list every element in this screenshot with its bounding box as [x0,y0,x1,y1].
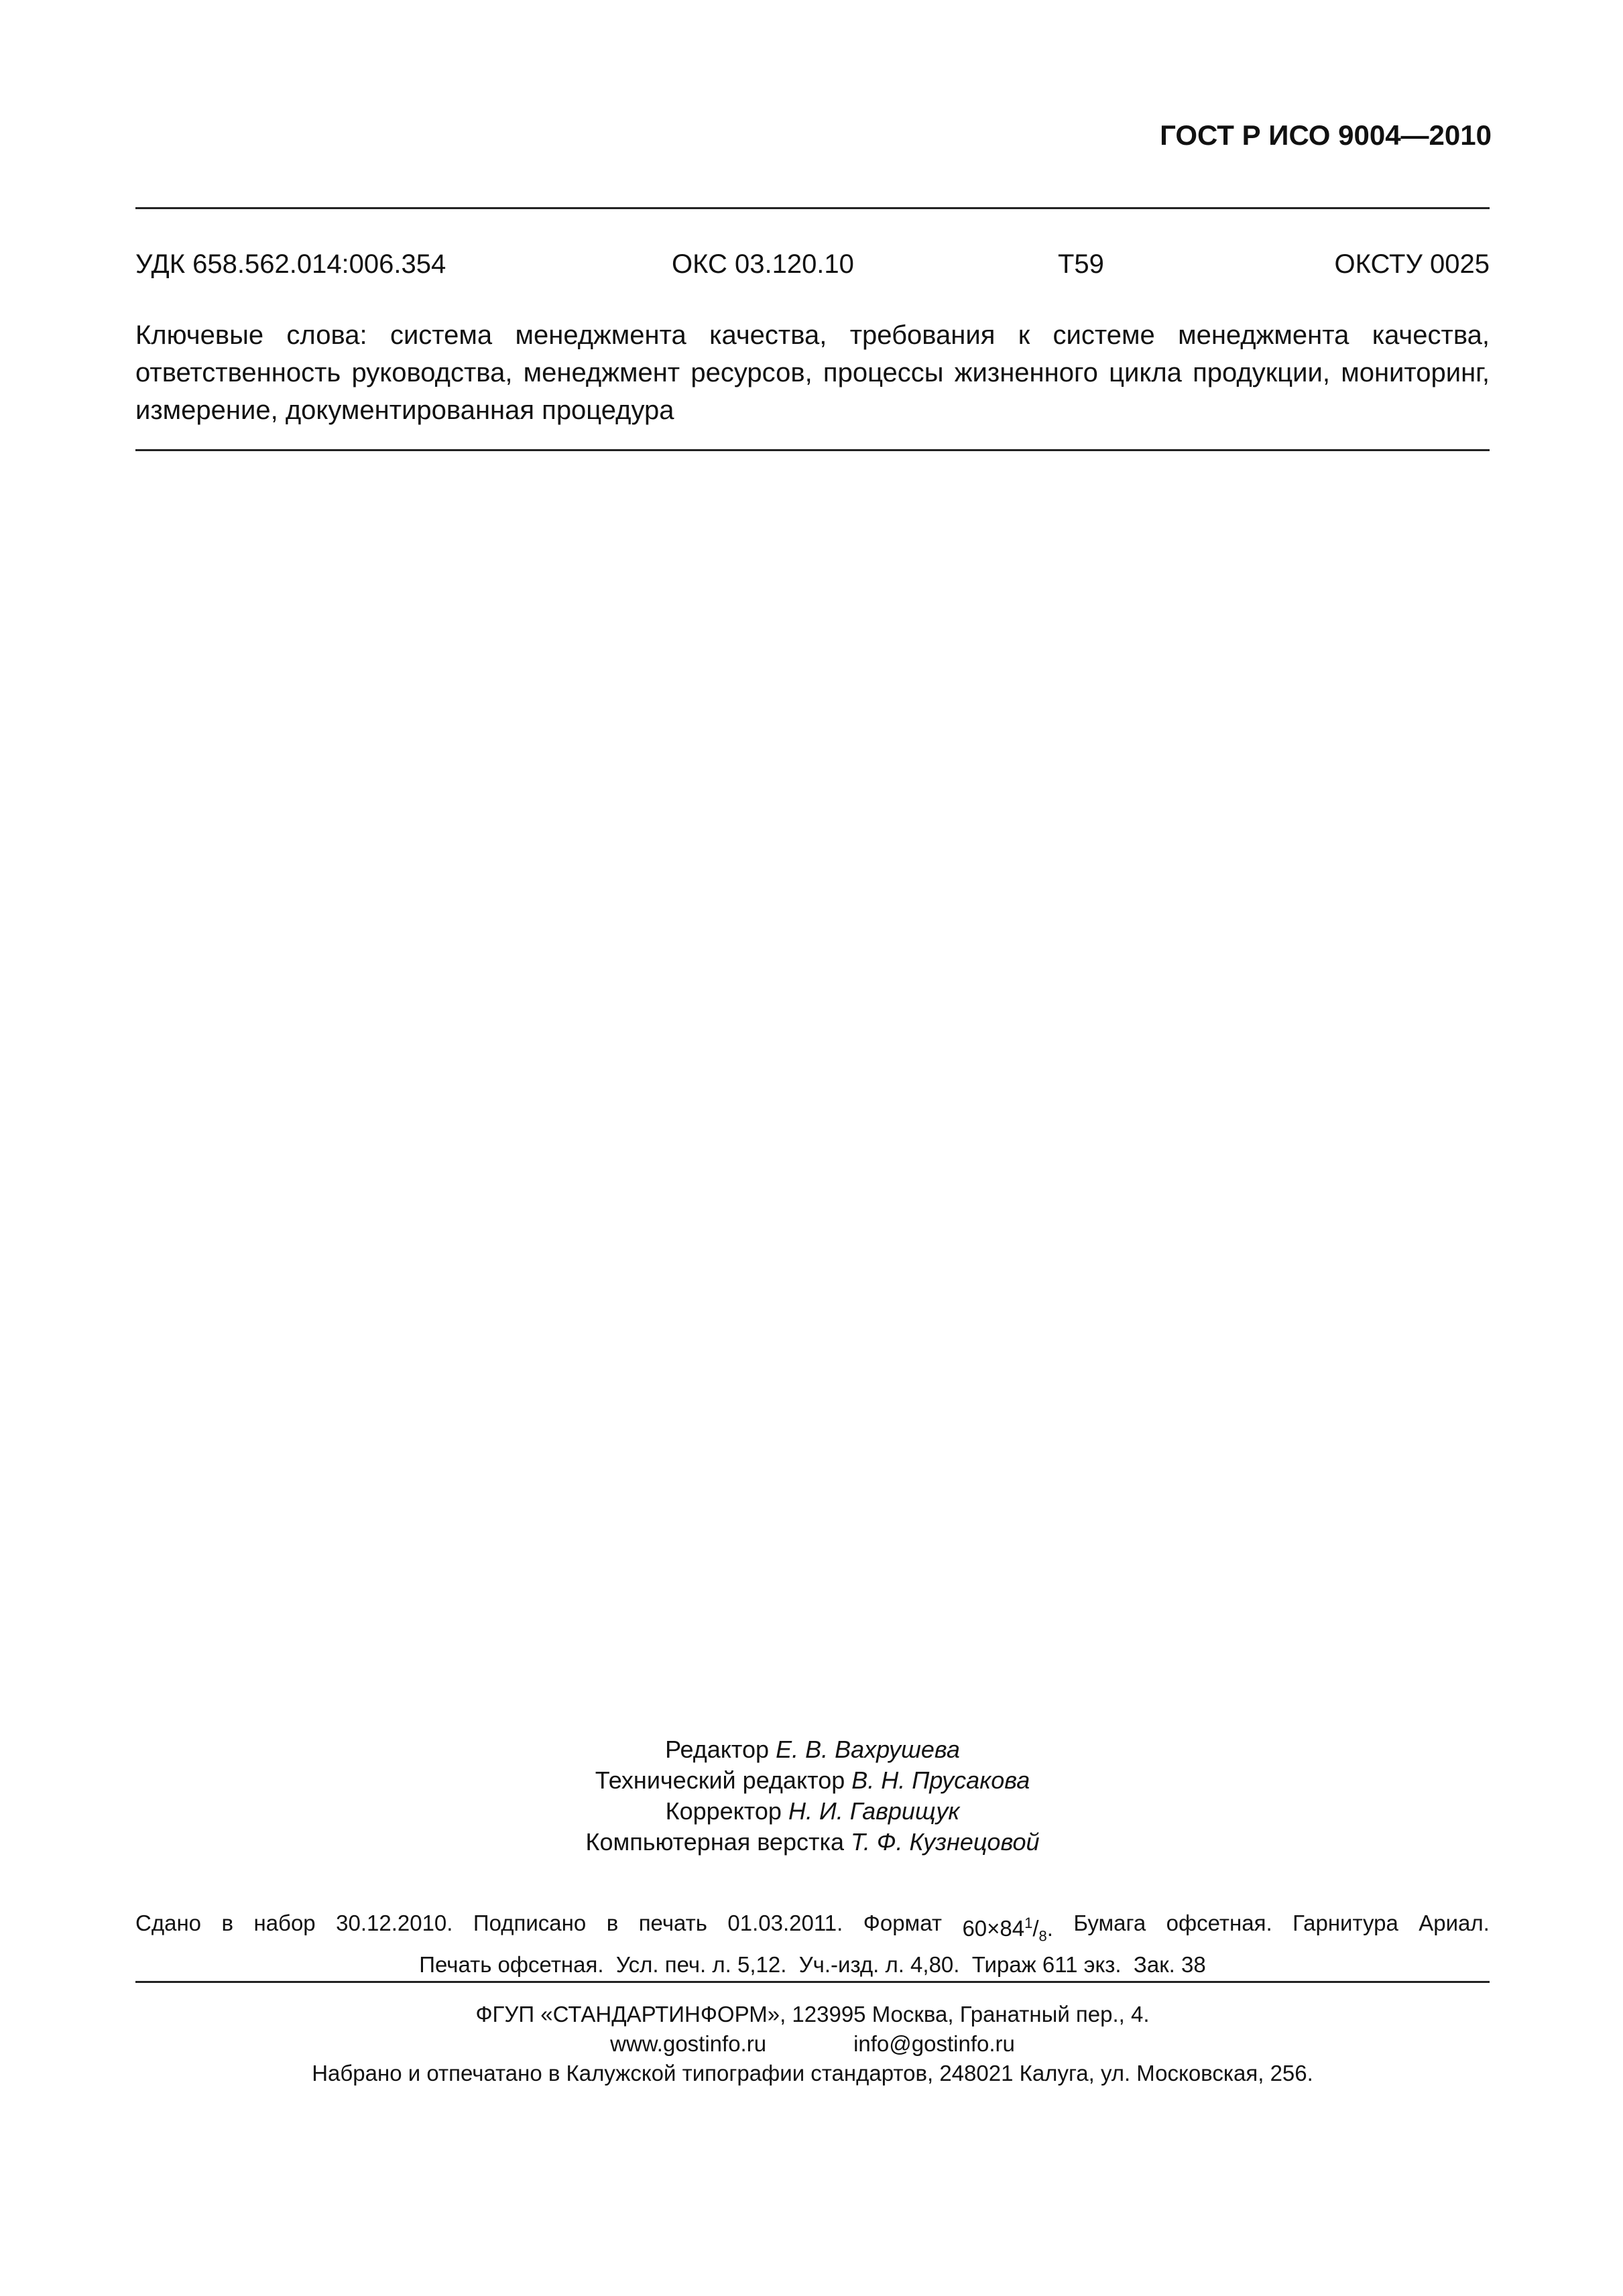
publisher-contacts [135,2029,1490,2059]
credit-role: Технический редактор [595,1766,845,1794]
print-word: офсетная. [1166,1911,1272,1935]
classifier-codes [135,249,1490,287]
credit-person: Н. И. Гаврищук [788,1797,960,1825]
print-word: Гарнитура [1293,1911,1398,1935]
print-word: набор [253,1911,316,1935]
udk-code: УДК 658.562.014:006.354 [135,249,446,279]
print-info-line-2: Печать офсетная. Усл. печ. л. 5,12. Уч.-изд. л. 4,80. Тираж 611 экз. Зак. 38 [419,1951,1206,1977]
printing-house: Набрано и отпечатано в Калужской типографии стандартов, 248021 Калуга, ул. Московская, 256. [312,2061,1313,2086]
publisher-email: info@gostinfo.ru [853,2031,1015,2056]
credit-line-layout [135,1827,1490,1858]
header-divider [135,207,1490,209]
credits-block [135,1734,1490,1858]
print-info-line-1 [135,1909,1490,1951]
format-sup: 1 [1024,1915,1033,1931]
print-word: в [221,1911,234,1935]
document-title: ГОСТ Р ИСО 9004—2010 [1160,119,1492,151]
credit-role: Редактор [665,1736,770,1763]
credit-person: В. Н. Прусакова [851,1766,1030,1794]
print-word: 30.12.2010. [336,1911,453,1935]
credit-line-corrector [135,1796,1490,1827]
format-sub: 8 [1038,1927,1047,1945]
credit-person: Т. Ф. Кузнецовой [851,1828,1040,1856]
format-base: 60×84 [962,1916,1025,1941]
publisher-divider [135,1981,1490,1983]
print-word: Формат [863,1911,942,1935]
credit-person: Е. В. Вахрушева [776,1736,960,1763]
publisher-website: www.gostinfo.ru [610,2031,767,2056]
print-word: печать [638,1911,707,1935]
print-word: Бумага [1073,1911,1146,1935]
print-word: Ариал. [1419,1911,1490,1935]
print-format: $60\times 84^1/_8$. [962,1915,1053,1945]
print-word: Подписано [473,1911,587,1935]
print-word: 01.03.2011. [727,1911,843,1935]
print-info [135,1909,1490,1979]
oks-code: ОКС 03.120.10 [672,249,854,279]
credit-role: Компьютерная верстка [585,1828,845,1856]
publisher-address: ФГУП «СТАНДАРТИНФОРМ», 123995 Москва, Гранатный пер., 4. [475,2002,1150,2027]
credit-line-editor [135,1734,1490,1765]
keywords-divider [135,449,1490,451]
print-word: в [606,1911,619,1935]
credit-role: Корректор [665,1797,782,1825]
t-code: Т59 [1058,249,1104,279]
okstu-code: ОКСТУ 0025 [1334,249,1490,279]
publisher-block [135,2000,1490,2088]
credit-line-tech-editor [135,1765,1490,1796]
print-word: Сдано [135,1911,202,1935]
keywords-paragraph: Ключевые слова: система менеджмента качества, требования к системе менеджмента качества, ответственность руководства, менеджмент ресурсов, процессы жизненного цикла продукции, мониторинг, измерение, документированная процедура [135,320,1490,425]
